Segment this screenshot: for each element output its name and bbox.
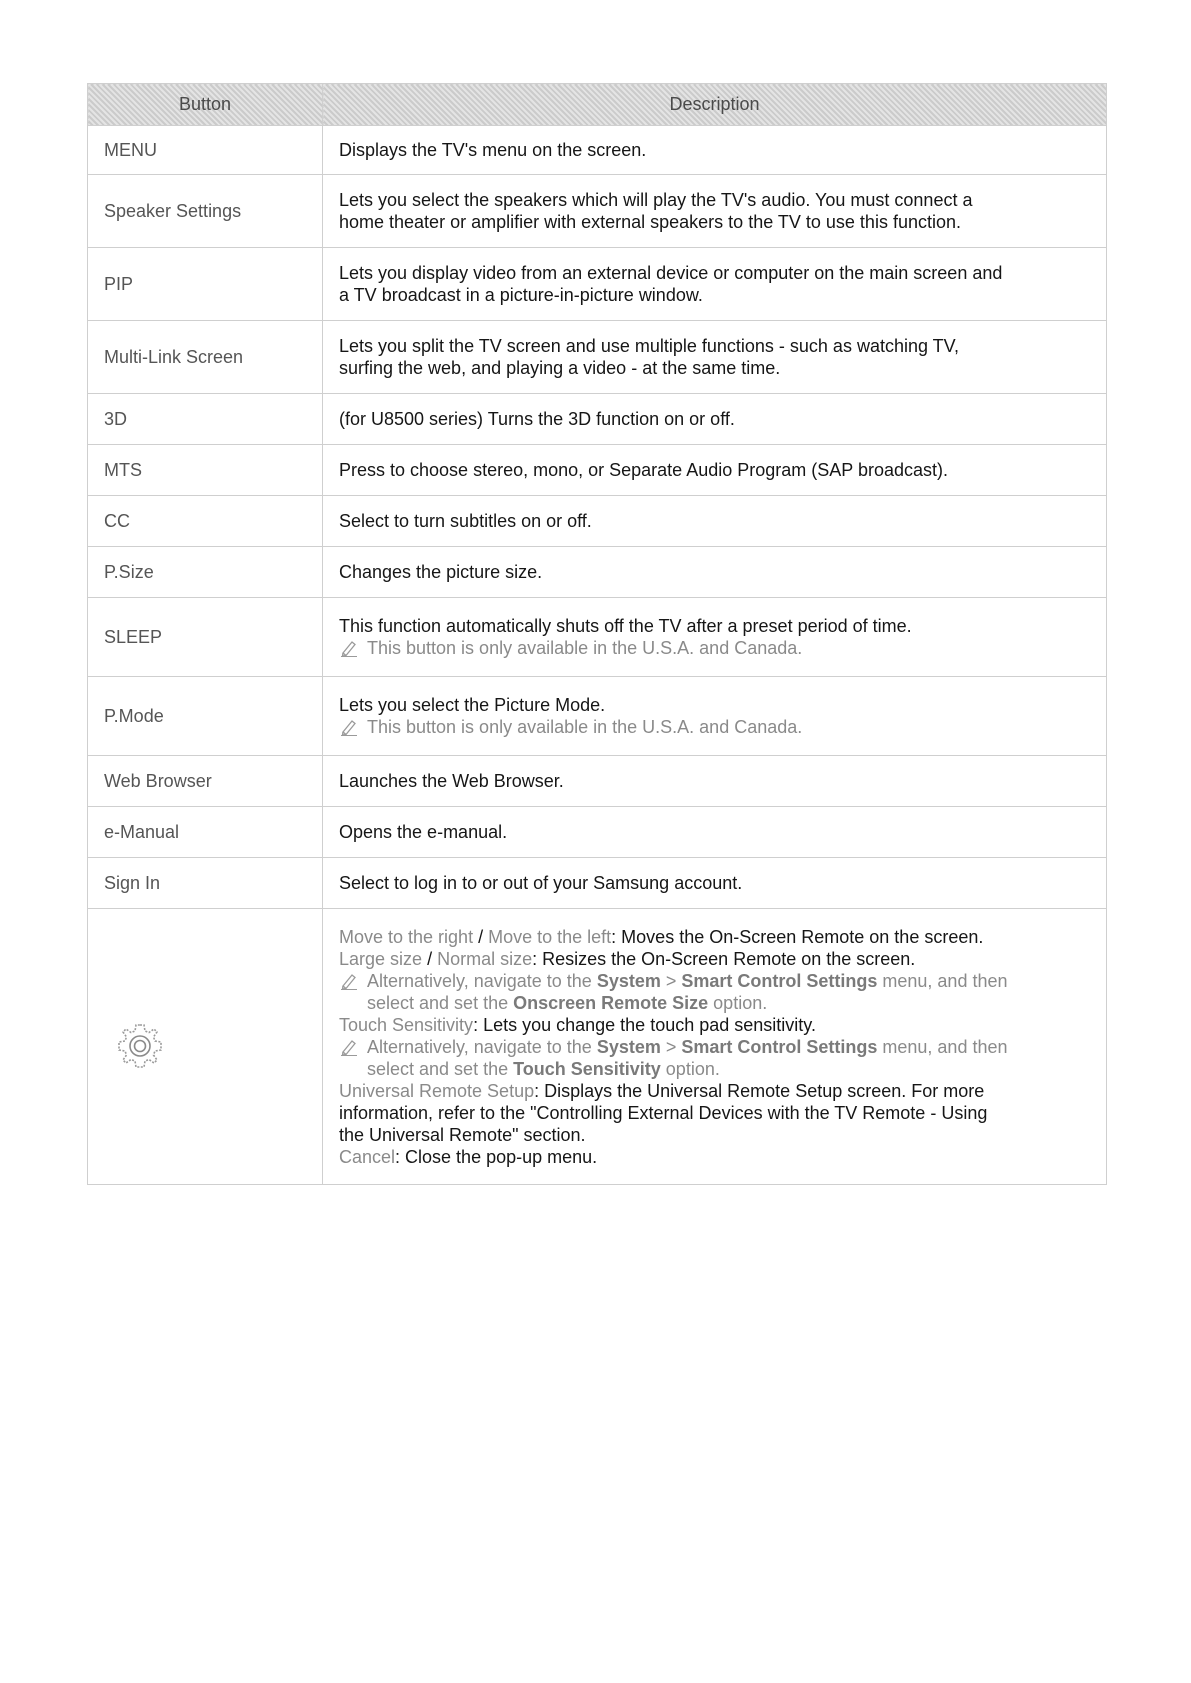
button-name-cell: PIP xyxy=(88,248,323,321)
description-line: Lets you display video from an external device or computer on the main screen and xyxy=(339,263,1003,283)
universal-text: : Displays the Universal Remote Setup screen. For more xyxy=(534,1080,985,1101)
pencil-note-icon xyxy=(339,972,359,990)
description-line: Lets you select the speakers which will play the TV's audio. You must connect a xyxy=(339,190,973,210)
move-right-label: Move to the right xyxy=(339,926,474,947)
table-row-gear xyxy=(88,909,1107,1185)
size-text: : Resizes the On-Screen Remote on the screen. xyxy=(532,948,916,969)
description-cell xyxy=(323,126,1107,175)
smart-control-settings-label: Smart Control Settings xyxy=(681,970,878,991)
gear-icon xyxy=(112,1019,168,1075)
availability-note xyxy=(339,716,1090,738)
description-cell xyxy=(323,175,1107,248)
table-row xyxy=(88,807,1107,858)
gear-line-universal-2: information, refer to the "Controlling External Devices with the TV Remote - Using xyxy=(339,1102,988,1123)
breadcrumb-arrow: > xyxy=(660,970,682,991)
touch-text: : Lets you change the touch pad sensitivity. xyxy=(473,1014,816,1035)
cancel-label: Cancel xyxy=(339,1146,396,1167)
button-name-cell: Web Browser xyxy=(88,756,323,807)
gear-line-cancel xyxy=(339,1146,1090,1168)
description-cell xyxy=(323,547,1107,598)
availability-note xyxy=(339,637,1090,659)
description-cell xyxy=(323,598,1107,677)
gear-line-universal-3: the Universal Remote" section. xyxy=(339,1124,586,1145)
touch-sensitivity-label: Touch Sensitivity xyxy=(339,1014,474,1035)
description-line: (for U8500 series) Turns the 3D function on or off. xyxy=(339,409,735,429)
description-line: Lets you split the TV screen and use multiple functions - such as watching TV, xyxy=(339,336,960,356)
description-line: surfing the web, and playing a video - at the same time. xyxy=(339,358,781,378)
normal-size-label: Normal size xyxy=(437,948,533,969)
cancel-text: : Close the pop-up menu. xyxy=(395,1146,598,1167)
button-name-cell: CC xyxy=(88,496,323,547)
table-row xyxy=(88,858,1107,909)
header-button: Button xyxy=(88,84,323,126)
large-size-label: Large size xyxy=(339,948,423,969)
description-line: Opens the e-manual. xyxy=(339,822,508,842)
table-row xyxy=(88,445,1107,496)
table-row xyxy=(88,248,1107,321)
table-row xyxy=(88,677,1107,756)
note-size xyxy=(339,970,1090,992)
table-row xyxy=(88,126,1107,175)
description-cell xyxy=(323,677,1107,756)
table-row xyxy=(88,496,1107,547)
separator: / xyxy=(473,926,489,947)
universal-remote-setup-label: Universal Remote Setup xyxy=(339,1080,535,1101)
note-text: menu, and then xyxy=(877,1036,1008,1057)
system-menu-label: System xyxy=(596,1036,661,1057)
note-text: This button is only available in the U.S.A. and Canada. xyxy=(367,717,803,737)
description-line: Select to log in to or out of your Samsung account. xyxy=(339,873,743,893)
description-cell xyxy=(323,445,1107,496)
button-name-cell: SLEEP xyxy=(88,598,323,677)
move-left-label: Move to the left xyxy=(488,926,612,947)
description-line: Displays the TV's menu on the screen. xyxy=(339,140,647,160)
description-line: Press to choose stereo, mono, or Separate Audio Program (SAP broadcast). xyxy=(339,460,948,480)
description-cell xyxy=(323,756,1107,807)
description-cell xyxy=(323,807,1107,858)
gear-line-universal xyxy=(339,1080,1090,1102)
description-cell xyxy=(323,394,1107,445)
gear-line-move xyxy=(339,926,1090,948)
gear-cell xyxy=(88,909,323,1185)
note-size-cont xyxy=(339,992,1090,1014)
description-cell xyxy=(323,248,1107,321)
description-cell xyxy=(323,496,1107,547)
table-row xyxy=(88,175,1107,248)
note-text: select and set the xyxy=(367,1058,514,1079)
button-name-cell: 3D xyxy=(88,394,323,445)
gear-description xyxy=(323,909,1107,1185)
description-line: Select to turn subtitles on or off. xyxy=(339,511,592,531)
description-line: Lets you select the Picture Mode. xyxy=(339,695,606,715)
note-text: This button is only available in the U.S.A. and Canada. xyxy=(367,638,803,658)
header-description: Description xyxy=(323,84,1107,126)
description-cell xyxy=(323,858,1107,909)
button-name-cell: P.Mode xyxy=(88,677,323,756)
move-text: : Moves the On-Screen Remote on the screen. xyxy=(611,926,984,947)
note-text: option. xyxy=(708,992,768,1013)
description-cell xyxy=(323,321,1107,394)
description-line: This function automatically shuts off the TV after a preset period of time. xyxy=(339,616,912,636)
note-text: select and set the xyxy=(367,992,514,1013)
button-name-cell: MTS xyxy=(88,445,323,496)
table-row xyxy=(88,321,1107,394)
description-line: a TV broadcast in a picture-in-picture window. xyxy=(339,285,703,305)
description-line: Launches the Web Browser. xyxy=(339,771,564,791)
gear-line-size xyxy=(339,948,1090,970)
button-name-cell: Sign In xyxy=(88,858,323,909)
table-row xyxy=(88,394,1107,445)
note-text: option. xyxy=(660,1058,720,1079)
description-line: home theater or amplifier with external speakers to the TV to use this function. xyxy=(339,212,961,232)
note-text: Alternatively, navigate to the xyxy=(367,970,597,991)
onscreen-remote-size-label: Onscreen Remote Size xyxy=(513,992,709,1013)
table-row xyxy=(88,598,1107,677)
breadcrumb-arrow: > xyxy=(660,1036,682,1057)
button-name-cell: Speaker Settings xyxy=(88,175,323,248)
table-header-row xyxy=(88,84,1107,126)
touch-sensitivity-option-label: Touch Sensitivity xyxy=(513,1058,661,1079)
gear-line-touch xyxy=(339,1014,1090,1036)
table-body xyxy=(88,126,1107,1185)
smart-control-settings-label: Smart Control Settings xyxy=(681,1036,878,1057)
note-text: menu, and then xyxy=(877,970,1008,991)
table-row xyxy=(88,547,1107,598)
pencil-note-icon xyxy=(339,1038,359,1056)
button-name-cell: MENU xyxy=(88,126,323,175)
button-description-table xyxy=(87,83,1107,1185)
separator: / xyxy=(422,948,438,969)
button-name-cell: e-Manual xyxy=(88,807,323,858)
system-menu-label: System xyxy=(596,970,661,991)
note-touch-cont xyxy=(339,1058,1090,1080)
description-line: Changes the picture size. xyxy=(339,562,543,582)
button-name-cell: P.Size xyxy=(88,547,323,598)
note-touch xyxy=(339,1036,1090,1058)
note-text: Alternatively, navigate to the xyxy=(367,1036,597,1057)
pencil-note-icon xyxy=(339,718,359,736)
button-name-cell: Multi-Link Screen xyxy=(88,321,323,394)
pencil-note-icon xyxy=(339,639,359,657)
table-row xyxy=(88,756,1107,807)
